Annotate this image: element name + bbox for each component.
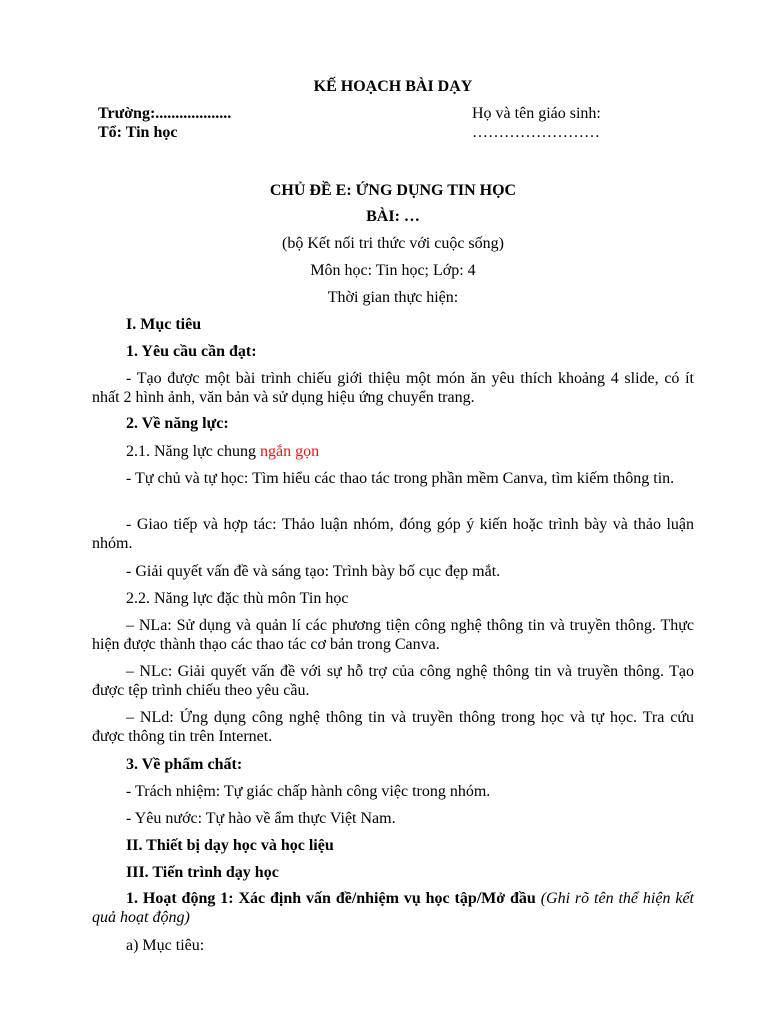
section-competence: 2. Về năng lực: [126, 415, 229, 432]
activity-1-note: (Ghi rõ tên thể hiện kết quả hoạt động) [92, 890, 695, 926]
section-objectives: I. Mục tiêu [126, 316, 202, 333]
activity-1-heading [92, 889, 694, 927]
section-qualities: 3. Về phẩm chất: [126, 756, 243, 773]
section-process: III. Tiến trình dạy học [126, 864, 279, 881]
section-requirements: 1. Yêu cầu cần đạt: [126, 343, 257, 360]
communication-text: - Giao tiếp và hợp tác: Thảo luận nhóm, đóng góp ý kiến hoặc trình bày và thảo luận nhóm. [92, 516, 694, 552]
school-field: Trường:................... [98, 105, 232, 122]
topic-heading: CHỦ ĐỀ E: ỨNG DỤNG TIN HỌC [269, 182, 517, 199]
group-field: Tổ: Tin học [98, 124, 178, 141]
responsibility-text: - Trách nhiệm: Tự giác chấp hành công việc trong nhóm. [126, 783, 491, 800]
problem-solving-text: - Giải quyết vấn đề và sáng tạo: Trình bày bố cục đẹp mắt. [126, 563, 501, 580]
nla-text: – NLa: Sử dụng và quản lí các phương tiện công nghệ thông tin và truyền thông. Thực hiện được thành thạo các thao tác cơ bản trong Canva. [92, 617, 694, 653]
self-study-text: - Tự chủ và tự học: Tìm hiểu các thao tác trong phần mềm Canva, tìm kiếm thông tin. [126, 470, 675, 487]
requirements-text: - Tạo được một bài trình chiếu giới thiệu một món ăn yêu thích khoảng 4 slide, có ít nhất 2 hình ảnh, văn bản và sử dụng hiệu ứng chuyển trang. [92, 370, 694, 406]
activity-1-title: 1. Hoạt động 1: Xác định vấn đề/nhiệm vụ học tập/Mở đầu [126, 890, 536, 907]
specific-competence-heading: 2.2. Năng lực đặc thù môn Tin học [126, 590, 349, 607]
nlc-text: – NLc: Giải quyết vấn đề với sự hỗ trợ của công nghệ thông tin và truyền thông. Tạo được tệp trình chiếu theo yêu cầu. [92, 663, 694, 699]
lesson-heading: BÀI: … [366, 208, 420, 225]
patriotism-text: - Yêu nước: Tự hào về ẩm thực Việt Nam. [126, 810, 396, 827]
series-line: (bộ Kết nối tri thức với cuộc sống) [282, 235, 504, 252]
subject-line: Môn học: Tin học; Lớp: 4 [310, 262, 476, 279]
document-title: KẾ HOẠCH BÀI DẠY [313, 78, 473, 95]
activity-1-objective: a) Mục tiêu: [126, 937, 205, 954]
student-teacher-label: Họ và tên giáo sinh: [472, 105, 601, 122]
general-competence-heading [92, 442, 694, 461]
student-teacher-dots: …………………… [472, 124, 600, 141]
general-competence-label: 2.1. Năng lực chung [126, 443, 256, 460]
duration-line: Thời gian thực hiện: [327, 289, 459, 306]
section-equipment: II. Thiết bị dạy học và học liệu [126, 837, 334, 854]
nld-text: – NLd: Ứng dụng công nghệ thông tin và truyền thông trong học và tự học. Tra cứu được thông tin trên Internet. [92, 709, 694, 745]
general-competence-note: ngắn gọn [259, 443, 320, 460]
